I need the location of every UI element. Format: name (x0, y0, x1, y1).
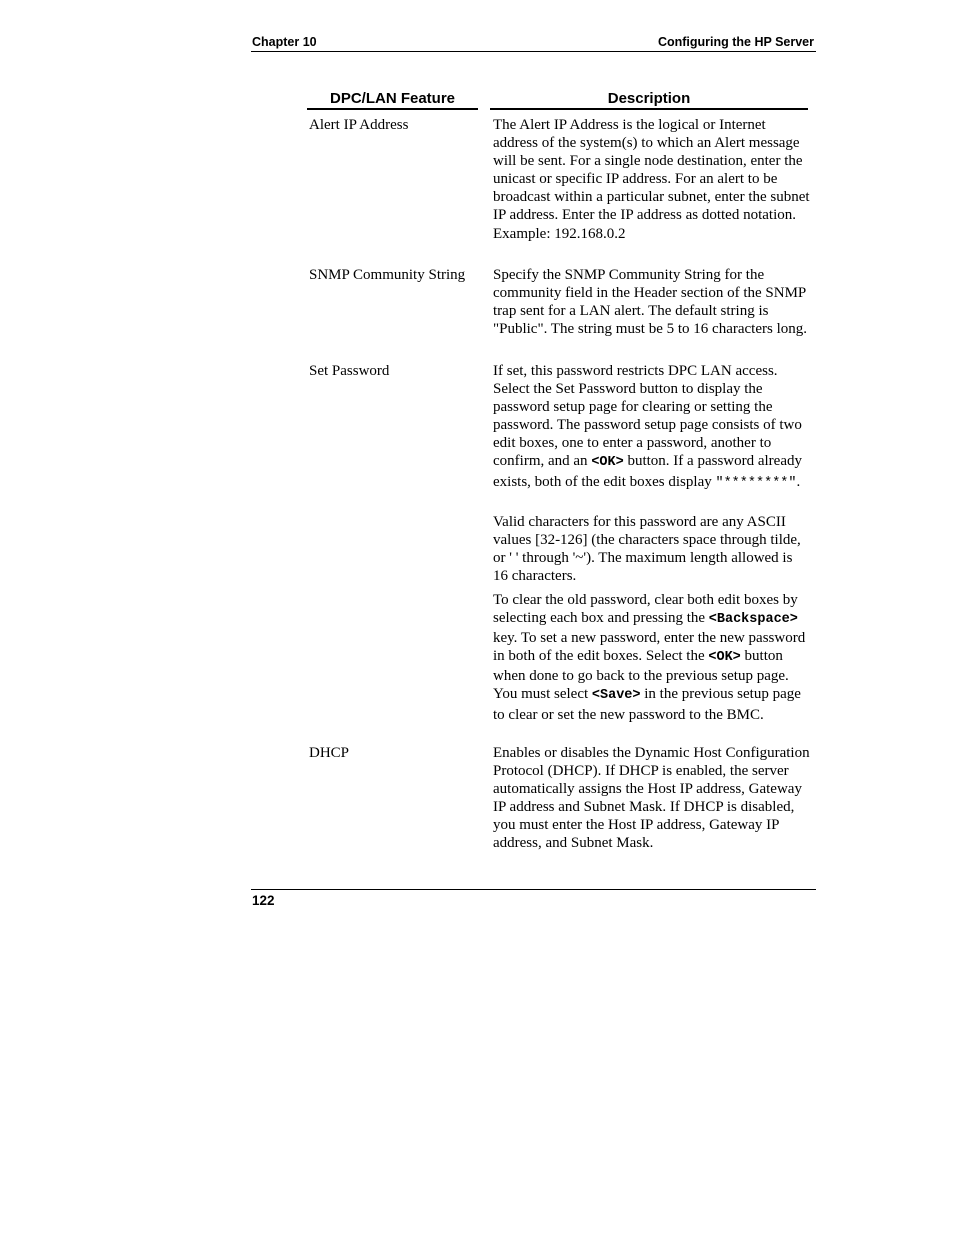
text-run: If set, this password restricts DPC LAN access. Select the Set Password button to display the password setup page for clearing or setting the password. The password setup page consists of two edit boxes, one to enter a password, another to confirm, and an (493, 363, 802, 470)
description-set-password-valid-characters: Valid characters for this password are any ASCII values [32-126] (the characters space through tilde, or ' ' through '~'). The maximum length allowed is 16 characters. (493, 514, 801, 585)
backspace-key-reference: <Backspace> (708, 612, 798, 628)
description-dhcp: Enables or disables the Dynamic Host Configuration Protocol (DHCP). If DHCP is enabled, the server automatically assigns the Host IP address, Gateway IP address and Subnet Mask. If DHCP is disabled, you must enter the Host IP address, Gateway IP address, and Subnet Mask. (493, 745, 810, 852)
column-header-feature: DPC/LAN Feature (329, 90, 456, 107)
ok-key-reference: <OK> (591, 455, 624, 471)
column-header-description: Description (607, 90, 691, 107)
feature-alert-ip-address: Alert IP Address (309, 117, 409, 133)
feature-snmp-community-string: SNMP Community String (309, 267, 466, 283)
text-run: . (796, 473, 801, 490)
text-run: in the previous setup page to clear or set the new password to the BMC. (493, 686, 801, 723)
text-run: button. If a password already exists, both of the edit boxes display (493, 453, 802, 490)
header-divider (251, 51, 816, 52)
description-set-password-intro (493, 362, 811, 493)
page-number: 122 (252, 893, 275, 908)
text-run: To clear the old password, clear both edit boxes by selecting each box and pressing the (493, 592, 798, 627)
description-set-password-clear-instructions (493, 591, 811, 724)
feature-dhcp: DHCP (309, 745, 350, 761)
masked-password-reference: "********" (715, 475, 797, 491)
description-alert-ip-address: The Alert IP Address is the logical or Internet address of the system(s) to which an Alert message will be sent. For a single node destination, enter the unicast or specific IP address. For an alert to be broadcast within a particular subnet, enter the subnet IP address. Enter the IP address as dotted notation. Example: 192.168.0.2 (493, 117, 810, 242)
text-run: key. To set a new password, enter the new password in both of the edit boxes. Select the (493, 630, 806, 665)
column-header-description-rule (490, 108, 808, 110)
column-header-feature-rule (307, 108, 478, 110)
description-snmp-community-string: Specify the SNMP Community String for the community field in the Header section of the SNMP trap sent for a LAN alert. The default string is "Public". The string must be 5 to 16 characters long. (493, 267, 807, 338)
text-run: button when done to go back to the previous setup page. You must select (493, 648, 789, 703)
save-key-reference: <Save> (591, 688, 641, 704)
running-header-title: Configuring the HP Server (657, 35, 814, 49)
feature-set-password: Set Password (309, 363, 390, 379)
ok-key-reference: <OK> (708, 650, 741, 666)
footer-divider (251, 889, 816, 890)
running-header-chapter: Chapter 10 (252, 35, 317, 49)
